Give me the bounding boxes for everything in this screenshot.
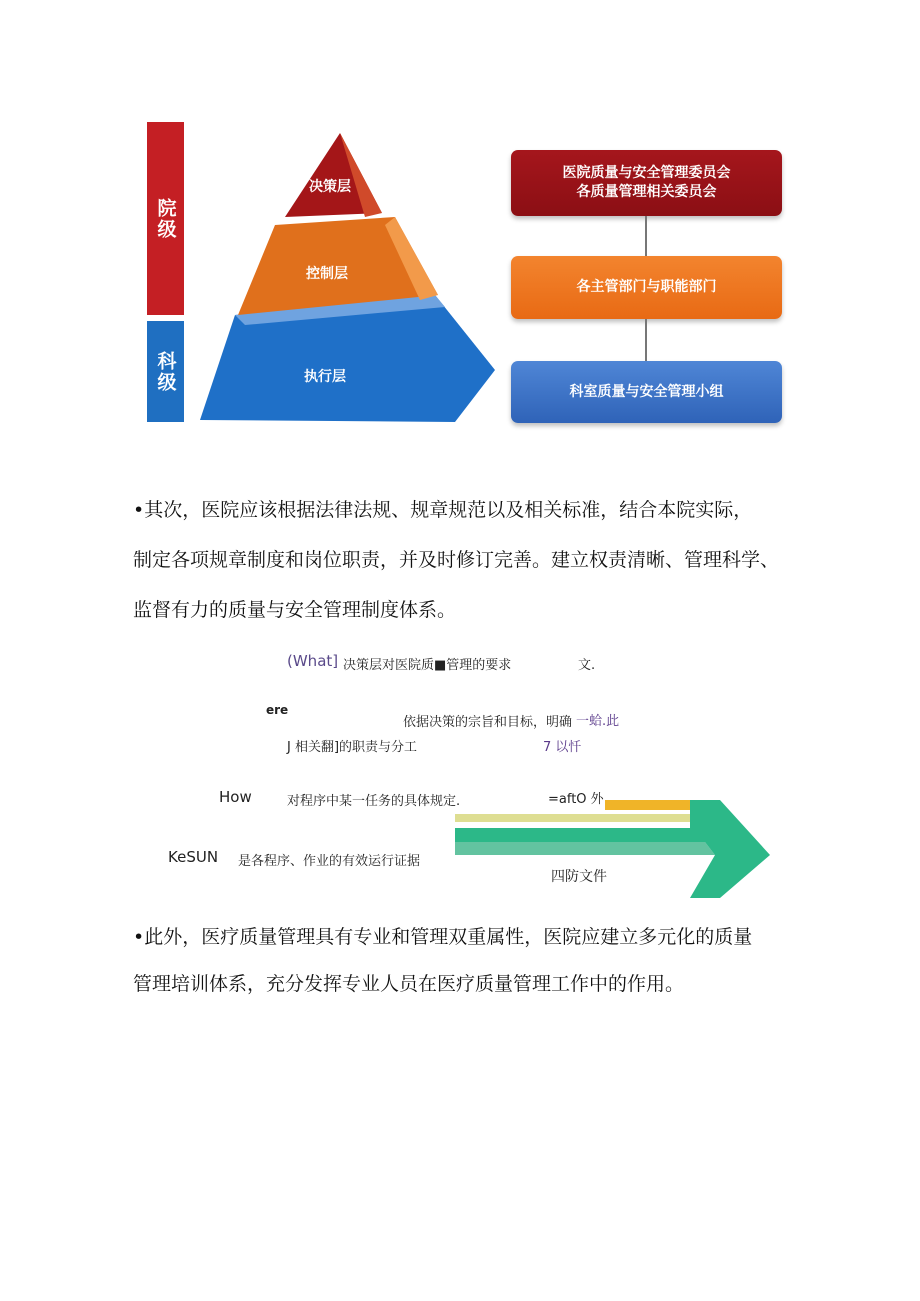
doc-label: 四防文件 bbox=[551, 869, 607, 885]
what-text: 决策层对医院质■管理的要求 bbox=[343, 658, 512, 673]
paragraph-regulations bbox=[133, 485, 793, 635]
org-box-committee-line2: 各质量管理相关委员会 bbox=[576, 184, 717, 200]
duty-text: J 相关翻]的职责与分工 bbox=[287, 740, 418, 755]
result-text: 是各程序、作业的有效运行证据 bbox=[238, 854, 421, 869]
what-tail: 文. bbox=[578, 658, 596, 673]
where-text: 依据决策的宗旨和目标，明确 bbox=[403, 715, 573, 730]
pyramid-label-control: 控制层 bbox=[306, 266, 348, 282]
paragraph-line: •此外，医疗质量管理具有专业和管理双重属性，医院应建立多元化的质量 bbox=[133, 926, 753, 948]
what-label: (What] bbox=[287, 652, 339, 670]
where-label: ere bbox=[266, 703, 289, 717]
arrow-graphic bbox=[455, 800, 775, 900]
how-text: 对程序中某一任务的具体规定. bbox=[287, 794, 461, 809]
org-box-committee bbox=[511, 150, 782, 216]
result-label: KeSUN bbox=[168, 848, 219, 866]
how-tail: =aftO 外 bbox=[548, 792, 604, 807]
paragraph-training bbox=[133, 914, 793, 1008]
hospital-level-label: 院级 bbox=[147, 122, 184, 315]
paragraph-line: 监督有力的质量与安全管理制度体系。 bbox=[133, 599, 457, 621]
org-box-departments bbox=[511, 256, 782, 319]
paragraph-line: •其次，医院应该根据法律法规、规章规范以及相关标准，结合本院实际， bbox=[133, 499, 753, 521]
connector-line bbox=[645, 319, 647, 361]
connector-line bbox=[645, 216, 647, 256]
pyramid-graphic bbox=[190, 125, 510, 425]
org-box-committee-line1: 医院质量与安全管理委员会 bbox=[562, 165, 731, 181]
where-tail: 一蛤.此 bbox=[576, 714, 620, 729]
how-label: How bbox=[219, 788, 252, 806]
org-box-section-group bbox=[511, 361, 782, 423]
paragraph-line: 管理培训体系，充分发挥专业人员在医疗质量管理工作中的作用。 bbox=[133, 973, 685, 995]
paragraph-line: 制定各项规章制度和岗位职责，并及时修订完善。建立权责清晰、管理科学、 bbox=[133, 549, 780, 571]
pyramid-label-decision: 决策层 bbox=[309, 179, 351, 195]
org-box-departments-line1: 各主管部门与职能部门 bbox=[576, 279, 717, 295]
duty-tail: 7 以忏 bbox=[543, 740, 582, 755]
org-box-section-group-line1: 科室质量与安全管理小组 bbox=[569, 383, 724, 400]
department-level-label: 科级 bbox=[147, 321, 184, 422]
pyramid-label-execution: 执行层 bbox=[304, 369, 346, 385]
